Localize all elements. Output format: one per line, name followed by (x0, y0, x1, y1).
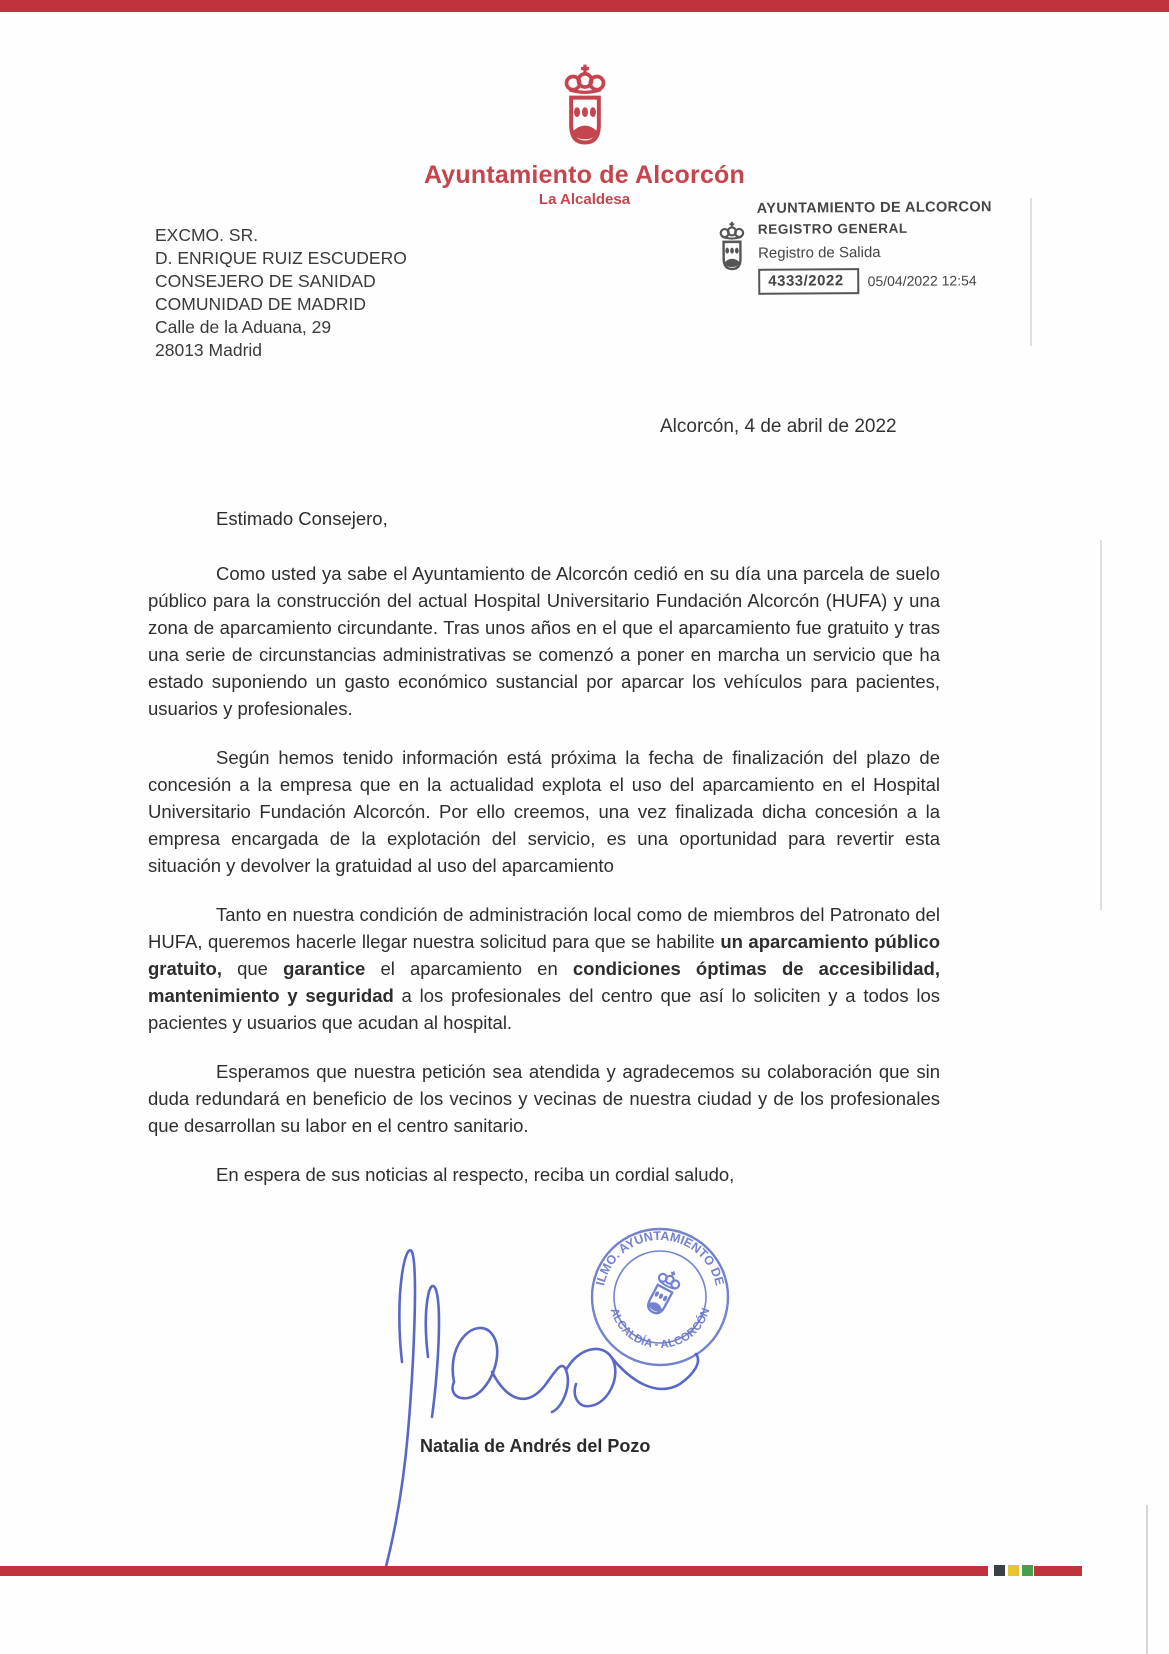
paragraph-4: Esperamos que nuestra petición sea atendida y agradecemos su colaboración que sin duda redundará en beneficio de los vecinos y vecinas de nuestra ciudad y de los profesionales que desarrollan su labor en el centro sanitario. (148, 1061, 940, 1136)
p3-segment-bold: un aparcamiento público gratuito, (148, 931, 941, 979)
stamp-coat-of-arms-icon (643, 1266, 684, 1317)
p3-segment: el aparcamiento en (365, 958, 573, 979)
stamp-ring-bottom-text: ALCALDÍA - ALCORCÓN (607, 1306, 713, 1352)
registry-datetime: 05/04/2022 12:54 (867, 272, 977, 290)
recipient-address-block (155, 224, 407, 362)
registry-type: Registro de Salida (757, 243, 881, 262)
registry-office: REGISTRO GENERAL (757, 220, 908, 237)
paragraph-2: Según hemos tenido información está próxima la fecha de finalización del plazo de concesión a la empresa que en la actualidad explota el uso del aparcamiento en el Hospital Universitario Fundación Alcorcón. Por ello creemos, una vez finalizada dicha concesión a la empresa encargada de la explotación del servicio, es una oportunidad para revertir esta situación y devolver la gratuidad al uso del aparcamiento (148, 747, 940, 876)
round-municipal-stamp (585, 1222, 735, 1372)
registry-org: AYUNTAMIENTO DE ALCORCON (756, 199, 992, 217)
top-accent-bar (0, 0, 1169, 12)
alcorcon-coat-of-arms-icon (552, 62, 618, 157)
org-name: Ayuntamiento de Alcorcón (423, 161, 746, 189)
bottom-mark-dark (994, 1565, 1005, 1576)
recipient-line: EXCMO. SR. (155, 225, 259, 245)
p3-segment: Tanto en nuestra condición de administración local como de miembros del Patronato del HUFA, queremos hacerle llegar nuestra solicitud para que se habilite (148, 904, 940, 952)
letter-body (148, 505, 940, 1188)
scan-artifact-line (1030, 198, 1032, 346)
recipient-line: CONSEJERO DE SANIDAD (155, 271, 376, 291)
dateline: Alcorcón, 4 de abril de 2022 (660, 416, 897, 437)
p3-segment-bold: garantice (283, 958, 366, 979)
p3-segment: que (222, 958, 284, 979)
recipient-line: D. ENRIQUE RUIZ ESCUDERO (155, 248, 407, 268)
paragraph-1: Como usted ya sabe el Ayuntamiento de Alcorcón cedió en su día una parcela de suelo público para la construcción del actual Hospital Universitario Fundación Alcorcón (HUFA) y una zona de aparcamiento circundante. Tras unos años en el que el aparcamiento fue gratuito y tras una serie de circunstancias administrativas se comenzó a poner en marcha un servicio que ha estado suponiendo un gasto económico sustancial por aparcar los vehículos para pacientes, usuarios y profesionales. (148, 563, 940, 719)
recipient-line: 28013 Madrid (155, 340, 263, 360)
p3-segment-bold: condiciones óptimas de accesibilidad, mantenimiento y seguridad (148, 958, 940, 1006)
letterhead (0, 62, 1169, 208)
salutation: Estimado Consejero, (216, 508, 388, 529)
bottom-mark-green (1022, 1565, 1033, 1576)
closing-line: En espera de sus noticias al respecto, reciba un cordial saludo, (216, 1164, 735, 1185)
stamp-ring-top-text: ILMO. AYUNTAMIENTO DE (593, 1228, 727, 1288)
signer-name: Natalia de Andrés del Pozo (420, 1436, 651, 1456)
registry-number: 4333/2022 (758, 268, 860, 295)
scan-artifact-line (1146, 1505, 1148, 1654)
bottom-accent-bar (0, 1566, 988, 1576)
org-subtitle: La Alcaldesa (538, 191, 631, 208)
bottom-accent-bar-end (1034, 1566, 1082, 1576)
p3-segment: a los profesionales del centro que así lo soliciten y a todos los pacientes y usuarios que acudan al hospital. (148, 985, 940, 1033)
bottom-mark-yellow (1008, 1565, 1019, 1576)
scan-artifact-line (1100, 540, 1102, 910)
paragraph-3 (148, 901, 940, 1036)
registry-stamp (712, 199, 1043, 295)
recipient-line: COMUNIDAD DE MADRID (155, 294, 366, 314)
registry-coat-of-arms-icon (712, 220, 752, 278)
recipient-line: Calle de la Aduana, 29 (155, 317, 332, 337)
